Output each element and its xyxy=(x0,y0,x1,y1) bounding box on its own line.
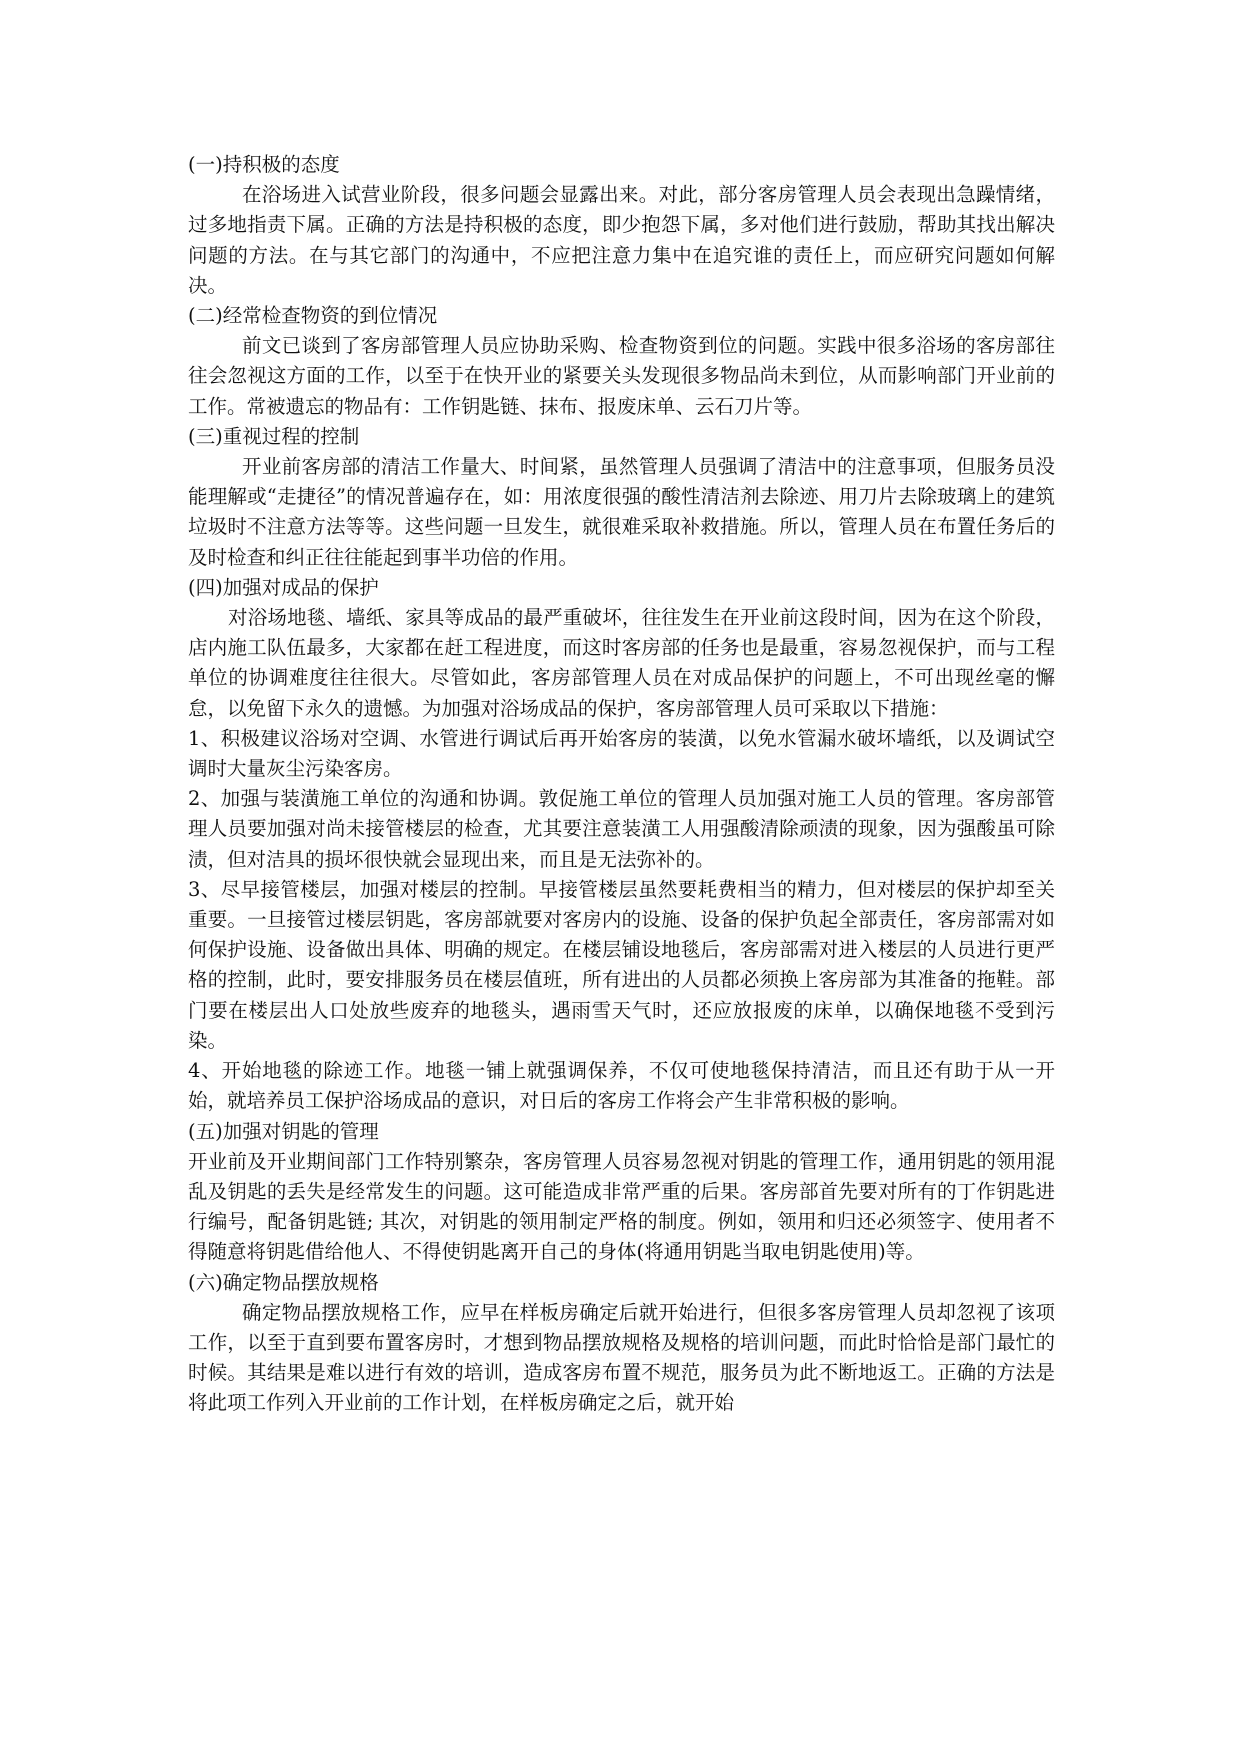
section-heading-6: (六)确定物品摆放规格 xyxy=(188,1270,379,1294)
section-heading-3: (三)重视过程的控制 xyxy=(188,424,360,448)
section-3-paragraph: 开业前客房部的清洁工作量大、时间紧，虽然管理人员强调了清洁中的注意事项，但服务员没能理解或“走捷径”的情况普遍存在，如：用浓度很强的酸性清洁剂去除迹、用刀片去除玻璃上的建筑垃圾时不注意方法等等。这些问题一旦发生，就很难采取补救措施。所以，管理人员在布置任务后的及时检查和纠正往往能起到事半功倍的作用。 xyxy=(188,455,1055,569)
measure-item-3: 3、尽早接管楼层，加强对楼层的控制。早接管楼层虽然要耗费相当的精力，但对楼层的保护却至关重要。一旦接管过楼层钥匙，客房部就要对客房内的设施、设备的保护负起全部责任，客房部需对如何保护设施、设备做出具体、明确的规定。在楼层铺设地毯后，客房部需对进入楼层的人员进行更严格的控制，此时，要安排服务员在楼层值班，所有进出的人员都必须换上客房部为其准备的拖鞋。部门要在楼层出人口处放些废弃的地毯头，遇雨雪天气时，还应放报废的床单，以确保地毯不受到污染。 xyxy=(188,877,1055,1052)
document-page xyxy=(188,150,1055,1419)
section-4-intro: 对浴场地毯、墙纸、家具等成品的最严重破坏，往往发生在开业前这段时间，因为在这个阶段，店内施工队伍最多，大家都在赶工程进度，而这时客房部的任务也是最重，容易忽视保护，而与工程单位的协调难度往往很大。尽管如此，客房部管理人员在对成品保护的问题上，不可出现丝毫的懈怠，以免留下永久的遗憾。为加强对浴场成品的保护，客房部管理人员可采取以下措施： xyxy=(188,606,1055,720)
measure-item-1: 1、积极建议浴场对空调、水管进行调试后再开始客房的装潢，以免水管漏水破坏墙纸，以及调试空调时大量灰尘污染客房。 xyxy=(188,726,1055,781)
section-5-paragraph: 开业前及开业期间部门工作特别繁杂，客房管理人员容易忽视对钥匙的管理工作，通用钥匙的领用混乱及钥匙的丢失是经常发生的问题。这可能造成非常严重的后果。客房部首先要对所有的丁作钥匙进行编号，配备钥匙链; 其次，对钥匙的领用制定严格的制度。例如，领用和归还必须签字、使用者不得随意将钥匙借给他人、不得使钥匙离开自己的身体(将通用钥匙当取电钥匙使用)等。 xyxy=(188,1149,1055,1264)
section-2-paragraph: 前文已谈到了客房部管理人员应协助采购、检查物资到位的问题。实践中很多浴场的客房部往往会忽视这方面的工作，以至于在快开业的紧要关头发现很多物品尚未到位，从而影响部门开业前的工作。常被遗忘的物品有：工作钥匙链、抹布、报废床单、云石刀片等。 xyxy=(188,334,1055,418)
measure-item-2: 2、加强与装潢施工单位的沟通和协调。敦促施工单位的管理人员加强对施工人员的管理。客房部管理人员要加强对尚未接管楼层的检查，尤其要注意装潢工人用强酸清除顽渍的现象，因为强酸虽可除渍，但对洁具的损坏很快就会显现出来，而且是无法弥补的。 xyxy=(188,787,1055,871)
section-heading-4: (四)加强对成品的保护 xyxy=(188,575,379,599)
section-1-paragraph: 在浴场进入试营业阶段，很多问题会显露出来。对此，部分客房管理人员会表现出急躁情绪，过多地指责下属。正确的方法是持积极的态度，即少抱怨下属，多对他们进行鼓励，帮助其找出解决问题的方法。在与其它部门的沟通中，不应把注意力集中在追究谁的责任上，而应研究问题如何解决。 xyxy=(188,183,1055,297)
section-heading-2: (二)经常检查物资的到位情况 xyxy=(188,304,438,328)
section-heading-5: (五)加强对钥匙的管理 xyxy=(188,1119,379,1143)
section-heading-1: (一)持积极的态度 xyxy=(188,153,340,176)
section-6-paragraph: 确定物品摆放规格工作，应早在样板房确定后就开始进行，但很多客房管理人员却忽视了该项工作，以至于直到要布置客房时，才想到物品摆放规格及规格的培训问题，而此时恰恰是部门最忙的时候。其结果是难以进行有效的培训，造成客房布置不规范，服务员为此不断地返工。正确的方法是将此项工作列入开业前的工作计划，在样板房确定之后，就开始 xyxy=(188,1300,1055,1415)
measure-item-4: 4、开始地毯的除迹工作。地毯一铺上就强调保养，不仅可使地毯保持清洁，而且还有助于从一开始，就培养员工保护浴场成品的意识，对日后的客房工作将会产生非常积极的影响。 xyxy=(188,1059,1055,1113)
